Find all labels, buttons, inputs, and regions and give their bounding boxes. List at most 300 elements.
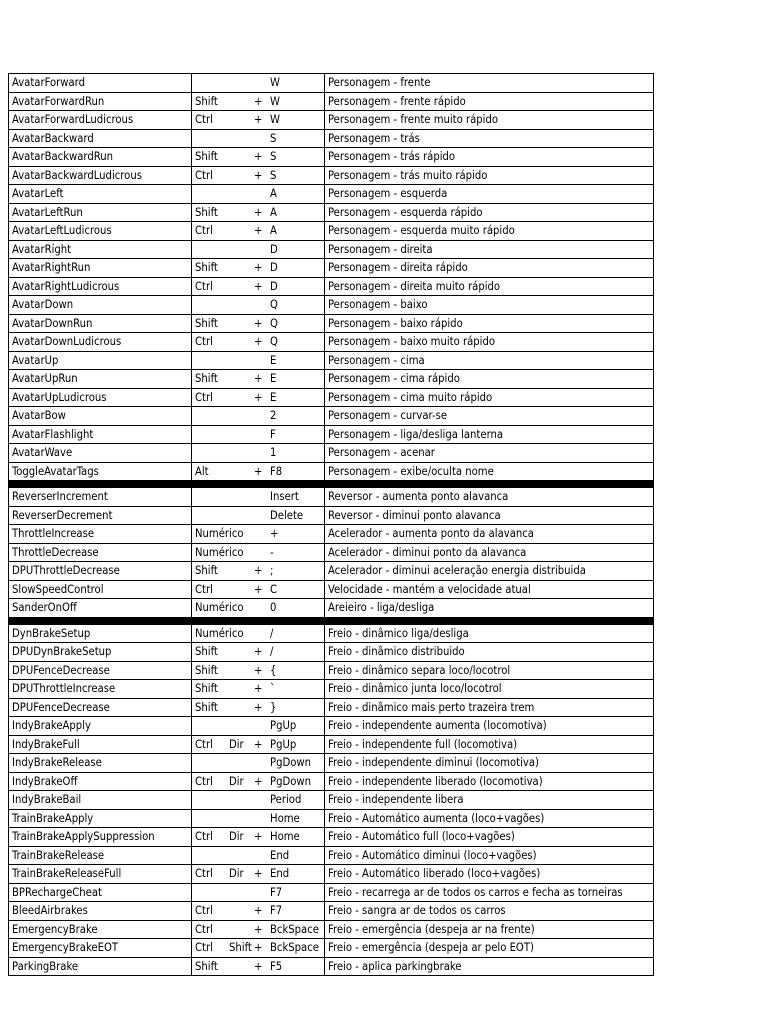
action-name-text: TrainBrakeApplySuppression: [12, 830, 155, 844]
table-row: [9, 74, 654, 93]
key-name: Q: [270, 316, 278, 330]
action-description: [325, 148, 654, 167]
key-combo: [192, 939, 325, 958]
modifier-1: Shift: [195, 645, 218, 659]
action-name-text: ThrottleIncrease: [12, 527, 95, 541]
table-row: [9, 543, 654, 562]
table-row: [9, 624, 654, 643]
table-row: [9, 166, 654, 185]
action-name: [9, 314, 192, 333]
keyboard-shortcut-table: [8, 73, 654, 976]
action-description-text: Reversor - diminui ponto alavanca: [328, 508, 501, 522]
action-name: [9, 407, 192, 426]
action-name: [9, 902, 192, 921]
action-name: [9, 735, 192, 754]
section-divider-bar: [9, 481, 654, 488]
section-divider: [9, 617, 654, 624]
table-row: [9, 754, 654, 773]
plus-sign: +: [254, 279, 263, 293]
key-combo: [192, 643, 325, 662]
action-description: [325, 370, 654, 389]
action-name: [9, 296, 192, 315]
modifier-1: Ctrl: [195, 390, 213, 404]
key-combo: [192, 407, 325, 426]
modifier-1: Ctrl: [195, 774, 213, 788]
action-description-text: Personagem - trás: [328, 131, 420, 145]
table-row: [9, 735, 654, 754]
plus-sign: +: [254, 224, 263, 238]
action-description: [325, 166, 654, 185]
key-combo: [192, 599, 325, 618]
key-name: F8: [270, 464, 283, 478]
key-combo: [192, 92, 325, 111]
action-name-text: DPUFenceDecrease: [12, 663, 110, 677]
plus-sign: +: [254, 645, 263, 659]
action-description: [325, 525, 654, 544]
plus-sign: +: [254, 922, 263, 936]
key-combo: [192, 314, 325, 333]
action-description: [325, 717, 654, 736]
action-description-text: Personagem - trás muito rápido: [328, 168, 488, 182]
action-description: [325, 351, 654, 370]
key-combo: [192, 580, 325, 599]
action-name: [9, 828, 192, 847]
section-divider-bar: [9, 617, 654, 624]
action-name-text: ThrottleDecrease: [12, 545, 99, 559]
action-description-text: Personagem - baixo: [328, 298, 428, 312]
table-row: [9, 111, 654, 130]
key-name: PgDown: [270, 756, 311, 770]
action-description-text: Personagem - liga/desliga lanterna: [328, 427, 504, 441]
modifier-1: Ctrl: [195, 168, 213, 182]
action-description-text: Freio - emergência (despeja ar na frente): [328, 922, 535, 936]
key-combo: [192, 259, 325, 278]
action-name-text: AvatarLeft: [12, 187, 64, 201]
action-description: [325, 809, 654, 828]
action-description: [325, 92, 654, 111]
action-name: [9, 754, 192, 773]
action-name-text: AvatarRight: [12, 242, 72, 256]
action-description: [325, 846, 654, 865]
action-name: [9, 883, 192, 902]
table-row: [9, 846, 654, 865]
action-description-text: Freio - independente full (locomotiva): [328, 737, 518, 751]
key-name: PgUp: [270, 737, 297, 751]
action-description: [325, 74, 654, 93]
modifier-1: Shift: [195, 663, 218, 677]
key-name: {: [270, 663, 277, 677]
modifier-1: Ctrl: [195, 830, 213, 844]
key-name: 0: [270, 601, 277, 615]
modifier-1: Shift: [195, 682, 218, 696]
action-description-text: Personagem - frente muito rápido: [328, 113, 499, 127]
key-combo: [192, 506, 325, 525]
table-row: [9, 957, 654, 976]
action-name-text: AvatarRightRun: [12, 261, 91, 275]
modifier-1: Shift: [195, 261, 218, 275]
table-row: [9, 599, 654, 618]
action-description-text: Personagem - trás rápido: [328, 150, 456, 164]
action-description: [325, 333, 654, 352]
table-row: [9, 488, 654, 507]
key-name: E: [270, 353, 277, 367]
action-name: [9, 506, 192, 525]
key-name: E: [270, 372, 277, 386]
action-name-text: AvatarBow: [12, 409, 66, 423]
action-description-text: Freio - Automático full (loco+vagões): [328, 830, 515, 844]
key-name: W: [270, 76, 280, 90]
action-name-text: EmergencyBrake: [12, 922, 98, 936]
action-description: [325, 277, 654, 296]
modifier-2: Dir: [229, 737, 244, 751]
modifier-1: Shift: [195, 700, 218, 714]
action-name: [9, 166, 192, 185]
key-name: A: [270, 224, 277, 238]
action-name-text: AvatarUpLudicrous: [12, 390, 107, 404]
plus-sign: +: [254, 390, 263, 404]
action-name: [9, 203, 192, 222]
action-name-text: ReverserIncrement: [12, 490, 108, 504]
action-name: [9, 791, 192, 810]
action-description: [325, 444, 654, 463]
key-name: BckSpace: [270, 922, 319, 936]
action-name: [9, 277, 192, 296]
table-row: [9, 444, 654, 463]
action-name-text: BleedAirbrakes: [12, 904, 88, 918]
action-name: [9, 74, 192, 93]
action-description: [325, 661, 654, 680]
action-description: [325, 920, 654, 939]
action-description-text: Personagem - direita rápido: [328, 261, 468, 275]
action-description: [325, 562, 654, 581]
action-description: [325, 957, 654, 976]
key-name: D: [270, 261, 278, 275]
modifier-1: Ctrl: [195, 279, 213, 293]
action-name: [9, 185, 192, 204]
action-name-text: AvatarUp: [12, 353, 59, 367]
action-description-text: Areieiro - liga/desliga: [328, 601, 435, 615]
modifier-1: Alt: [195, 464, 209, 478]
key-combo: [192, 828, 325, 847]
action-name: [9, 333, 192, 352]
key-combo: [192, 809, 325, 828]
action-name: [9, 222, 192, 241]
action-name-text: BPRechargeCheat: [12, 885, 102, 899]
plus-sign: +: [254, 205, 263, 219]
action-name-text: AvatarDownLudicrous: [12, 335, 122, 349]
table-row: [9, 388, 654, 407]
action-name-text: DynBrakeSetup: [12, 626, 91, 640]
table-row: [9, 865, 654, 884]
modifier-1: Numérico: [195, 626, 244, 640]
plus-sign: +: [254, 582, 263, 596]
action-description-text: Freio - independente liberado (locomotiva): [328, 774, 543, 788]
action-name-text: AvatarWave: [12, 446, 73, 460]
action-description: [325, 865, 654, 884]
key-combo: [192, 562, 325, 581]
action-name: [9, 92, 192, 111]
action-name: [9, 488, 192, 507]
action-name: [9, 865, 192, 884]
action-description-text: Acelerador - diminui aceleração energia distribuida: [328, 564, 586, 578]
key-name: C: [270, 582, 278, 596]
action-description-text: Personagem - cima rápido: [328, 372, 460, 386]
table-row: [9, 902, 654, 921]
key-name: D: [270, 279, 278, 293]
key-combo: [192, 333, 325, 352]
action-description-text: Freio - dinâmico junta loco/locotrol: [328, 682, 502, 696]
action-name-text: AvatarForwardRun: [12, 94, 105, 108]
key-combo: [192, 166, 325, 185]
key-combo: [192, 957, 325, 976]
modifier-1: Ctrl: [195, 867, 213, 881]
key-name: ;: [270, 564, 274, 578]
table-body: [9, 74, 654, 976]
plus-sign: +: [254, 830, 263, 844]
modifier-1: Numérico: [195, 545, 244, 559]
action-name-text: ReverserDecrement: [12, 508, 113, 522]
action-description: [325, 203, 654, 222]
key-name: 2: [270, 409, 277, 423]
table-row: [9, 148, 654, 167]
modifier-1: Shift: [195, 372, 218, 386]
action-name: [9, 259, 192, 278]
action-description-text: Freio - independente aumenta (locomotiva): [328, 719, 547, 733]
key-combo: [192, 425, 325, 444]
action-description-text: Freio - emergência (despeja ar pelo EOT): [328, 941, 534, 955]
table-row: [9, 661, 654, 680]
action-description: [325, 883, 654, 902]
action-name-text: SanderOnOff: [12, 601, 77, 615]
action-description: [325, 314, 654, 333]
action-name-text: AvatarRightLudicrous: [12, 279, 120, 293]
key-combo: [192, 902, 325, 921]
key-name: End: [270, 848, 290, 862]
action-description-text: Personagem - baixo rápido: [328, 316, 463, 330]
table-row: [9, 506, 654, 525]
action-name-text: AvatarFlashlight: [12, 427, 94, 441]
action-name-text: TrainBrakeApply: [12, 811, 94, 825]
action-description: [325, 240, 654, 259]
action-name-text: AvatarLeftLudicrous: [12, 224, 112, 238]
action-name: [9, 370, 192, 389]
modifier-1: Ctrl: [195, 224, 213, 238]
action-name-text: AvatarForwardLudicrous: [12, 113, 134, 127]
key-combo: [192, 74, 325, 93]
action-description-text: Freio - Automático liberado (loco+vagões): [328, 867, 541, 881]
table-row: [9, 562, 654, 581]
key-name: Home: [270, 811, 300, 825]
action-name-text: AvatarLeftRun: [12, 205, 83, 219]
action-description-text: Personagem - esquerda: [328, 187, 448, 201]
action-name: [9, 772, 192, 791]
key-name: /: [270, 645, 274, 659]
plus-sign: +: [254, 774, 263, 788]
plus-sign: +: [254, 663, 263, 677]
key-combo: [192, 222, 325, 241]
action-description: [325, 296, 654, 315]
key-name: /: [270, 626, 274, 640]
action-description: [325, 543, 654, 562]
table-row: [9, 333, 654, 352]
action-name-text: AvatarBackwardRun: [12, 150, 114, 164]
action-name: [9, 388, 192, 407]
table-row: [9, 525, 654, 544]
action-description-text: Freio - Automático diminui (loco+vagões): [328, 848, 537, 862]
action-name: [9, 698, 192, 717]
action-name-text: IndyBrakeBail: [12, 793, 82, 807]
key-name: F: [270, 427, 276, 441]
key-combo: [192, 240, 325, 259]
action-name: [9, 525, 192, 544]
key-name: W: [270, 113, 280, 127]
action-name-text: ToggleAvatarTags: [12, 464, 99, 478]
table-row: [9, 462, 654, 481]
key-name: Q: [270, 335, 278, 349]
key-combo: [192, 296, 325, 315]
action-description: [325, 735, 654, 754]
action-description: [325, 388, 654, 407]
key-combo: [192, 388, 325, 407]
table-row: [9, 185, 654, 204]
key-name: S: [270, 131, 277, 145]
action-name-text: AvatarDown: [12, 298, 74, 312]
action-name: [9, 809, 192, 828]
action-name: [9, 580, 192, 599]
action-name: [9, 240, 192, 259]
action-name-text: DPUDynBrakeSetup: [12, 645, 112, 659]
action-description-text: Personagem - frente: [328, 76, 431, 90]
key-name: -: [270, 545, 274, 559]
action-description-text: Velocidade - mantém a velocidade atual: [328, 582, 531, 596]
action-description: [325, 939, 654, 958]
plus-sign: +: [254, 941, 263, 955]
table-row: [9, 920, 654, 939]
action-name: [9, 846, 192, 865]
key-name: Home: [270, 830, 300, 844]
action-description: [325, 462, 654, 481]
table-row: [9, 314, 654, 333]
action-description-text: Freio - sangra ar de todos os carros: [328, 904, 506, 918]
plus-sign: +: [254, 904, 263, 918]
action-name-text: AvatarForward: [12, 76, 86, 90]
key-name: S: [270, 150, 277, 164]
action-name: [9, 351, 192, 370]
action-description-text: Personagem - direita muito rápido: [328, 279, 501, 293]
modifier-1: Shift: [195, 150, 218, 164]
action-name-text: DPUThrottleDecrease: [12, 564, 120, 578]
action-description-text: Freio - independente libera: [328, 793, 464, 807]
key-combo: [192, 735, 325, 754]
action-name: [9, 129, 192, 148]
key-name: +: [270, 527, 279, 541]
table-row: [9, 407, 654, 426]
action-name-text: AvatarDownRun: [12, 316, 93, 330]
plus-sign: +: [254, 261, 263, 275]
key-combo: [192, 698, 325, 717]
plus-sign: +: [254, 700, 263, 714]
table-row: [9, 92, 654, 111]
table-row: [9, 240, 654, 259]
key-combo: [192, 920, 325, 939]
action-description: [325, 185, 654, 204]
action-name: [9, 562, 192, 581]
action-description: [325, 580, 654, 599]
action-description: [325, 222, 654, 241]
modifier-1: Ctrl: [195, 737, 213, 751]
table-row: [9, 351, 654, 370]
modifier-1: Shift: [195, 94, 218, 108]
action-description-text: Personagem - esquerda rápido: [328, 205, 483, 219]
table-row: [9, 791, 654, 810]
table-row: [9, 129, 654, 148]
key-name: F7: [270, 904, 283, 918]
key-name: A: [270, 187, 277, 201]
key-combo: [192, 680, 325, 699]
key-name: F7: [270, 885, 283, 899]
action-description-text: Freio - aplica parkingbrake: [328, 959, 462, 973]
action-description: [325, 772, 654, 791]
plus-sign: +: [254, 335, 263, 349]
key-name: PgUp: [270, 719, 297, 733]
action-description: [325, 698, 654, 717]
action-name-text: IndyBrakeApply: [12, 719, 91, 733]
key-name: End: [270, 867, 290, 881]
action-description: [325, 407, 654, 426]
action-description-text: Freio - Automático aumenta (loco+vagões): [328, 811, 545, 825]
key-name: PgDown: [270, 774, 311, 788]
action-description: [325, 506, 654, 525]
table-row: [9, 643, 654, 662]
plus-sign: +: [254, 564, 263, 578]
action-description: [325, 680, 654, 699]
action-description: [325, 791, 654, 810]
action-description: [325, 129, 654, 148]
action-description-text: Acelerador - diminui ponto da alavanca: [328, 545, 527, 559]
plus-sign: +: [254, 959, 263, 973]
key-combo: [192, 624, 325, 643]
action-description-text: Freio - dinâmico distribuido: [328, 645, 465, 659]
key-name: }: [270, 700, 277, 714]
plus-sign: +: [254, 316, 263, 330]
modifier-1: Shift: [195, 316, 218, 330]
key-name: E: [270, 390, 277, 404]
action-name-text: IndyBrakeRelease: [12, 756, 102, 770]
action-description: [325, 754, 654, 773]
action-name-text: AvatarBackward: [12, 131, 94, 145]
key-combo: [192, 883, 325, 902]
plus-sign: +: [254, 168, 263, 182]
action-description-text: Personagem - cima: [328, 353, 425, 367]
action-name-text: EmergencyBrakeEOT: [12, 941, 119, 955]
key-name: A: [270, 205, 277, 219]
key-name: F5: [270, 959, 283, 973]
action-description: [325, 599, 654, 618]
action-name: [9, 643, 192, 662]
action-description-text: Freio - dinâmico liga/desliga: [328, 626, 469, 640]
modifier-1: Ctrl: [195, 335, 213, 349]
table-row: [9, 259, 654, 278]
table-row: [9, 717, 654, 736]
action-description-text: Acelerador - aumenta ponto da alavanca: [328, 527, 534, 541]
action-description: [325, 488, 654, 507]
modifier-1: Numérico: [195, 527, 244, 541]
table-row: [9, 277, 654, 296]
table-row: [9, 809, 654, 828]
table-row: [9, 939, 654, 958]
modifier-2: Shift: [229, 941, 252, 955]
action-description-text: Personagem - esquerda muito rápido: [328, 224, 515, 238]
